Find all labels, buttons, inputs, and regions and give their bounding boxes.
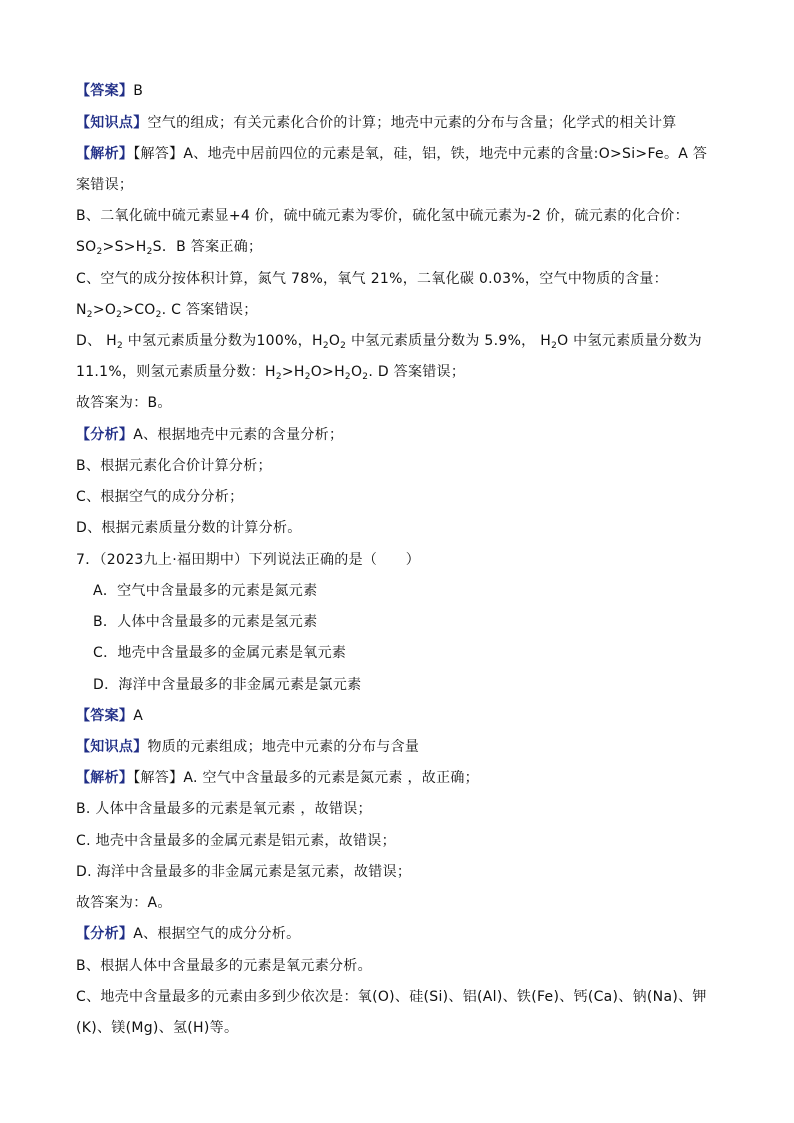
q7-fenxi-line-c1: C、地壳中含量最多的元素由多到少依次是：氧(O)、硅(Si)、铝(Al)、铁(Fe)、钙(Ca)、钠(Na)、钾 (76, 989, 707, 1005)
subscript: 2 (96, 247, 103, 257)
formula-part: SO (76, 239, 97, 255)
subscript: 2 (551, 341, 558, 351)
q7-fenxi-line-a (76, 925, 300, 943)
subscript: 2 (340, 341, 347, 351)
q7-fenxi-text-a: A、根据空气的成分分析。 (133, 926, 301, 942)
fenxi-tag: 【分析】 (76, 926, 134, 942)
q6-fenxi-line-a (76, 426, 343, 444)
formula-part: 11.1%，则氢元素质量分数：H (76, 364, 276, 380)
q6-jiexi-text-1: 【解答】A、地壳中居前四位的元素是氧，硅，铝，铁，地壳中元素的含量:O>Si>Fe。A 答 (133, 146, 708, 162)
formula-part: D、 H (76, 333, 117, 349)
q6-answer-line (76, 82, 143, 100)
q7-fenxi-line-c2: (K)、镁(Mg)、氢(H)等。 (76, 1020, 239, 1036)
q7-option-b: B．人体中含量最多的元素是氢元素 (93, 614, 318, 630)
q7-option-a: A．空气中含量最多的元素是氮元素 (93, 583, 318, 599)
formula-part: O (328, 333, 341, 349)
formula-part: O>H (310, 364, 345, 380)
formula-part: >S>H (102, 239, 147, 255)
subscript: 2 (362, 372, 369, 382)
q6-fenxi-line-d: D、根据元素质量分数的计算分析。 (76, 520, 302, 536)
q6-knowledge-text: 空气的组成；有关元素化合价的计算；地壳中元素的分布与含量；化学式的相关计算 (147, 115, 677, 131)
formula-part: >CO (122, 302, 156, 318)
subscript: 2 (275, 372, 282, 382)
q6-jiexi-line-1 (76, 145, 707, 163)
subscript: 2 (146, 247, 153, 257)
q7-option-c: C．地壳中含量最多的金属元素是氧元素 (93, 645, 347, 661)
q6-fenxi-line-c: C、根据空气的成分分析； (76, 489, 244, 505)
q7-knowledge-line (76, 738, 419, 756)
q7-conclusion: 故答案为：A。 (76, 895, 172, 911)
q6-fenxi-line-b: B、根据元素化合价计算分析； (76, 458, 272, 474)
formula-part: O 中氢元素质量分数为 (557, 333, 702, 349)
q7-jiexi-line-c: C. 地壳中含量最多的金属元素是铝元素，故错误； (76, 833, 396, 849)
q7-answer-line (76, 707, 143, 725)
formula-part: >O (92, 302, 117, 318)
q6-c-line-2 (76, 301, 258, 319)
q6-knowledge-line (76, 114, 677, 132)
q7-answer-value: A (133, 708, 144, 724)
fenxi-tag: 【分析】 (76, 427, 134, 443)
subscript: 2 (344, 372, 351, 382)
q6-b-line-1: B、二氧化硫中硫元素显+4 价，硫中硫元素为零价，硫化氢中硫元素为-2 价，硫元素的化合价： (76, 208, 689, 224)
formula-part: 中氢元素质量分数为100%，H (123, 333, 323, 349)
formula-part: >H (281, 364, 305, 380)
q6-jiexi-line-2: 案错误； (76, 177, 134, 193)
q6-fenxi-text-a: A、根据地壳中元素的含量分析； (133, 427, 344, 443)
formula-part: N (76, 302, 87, 318)
jiexi-tag: 【解析】 (76, 146, 134, 162)
subscript: 2 (116, 310, 123, 320)
formula-part: S．B 答案正确； (152, 239, 263, 255)
q6-b-line-2 (76, 238, 262, 256)
knowledge-tag: 【知识点】 (76, 739, 148, 755)
answer-tag: 【答案】 (76, 708, 134, 724)
formula-part: O (350, 364, 363, 380)
q6-d-line-2 (76, 363, 465, 381)
jiexi-tag: 【解析】 (76, 770, 134, 786)
formula-part: 中氢元素质量分数为 5.9%， H (346, 333, 552, 349)
q7-jiexi-line-a (76, 769, 479, 787)
q7-jiexi-line-b: B. 人体中含量最多的元素是氧元素 ，故错误； (76, 801, 372, 817)
subscript: 2 (116, 341, 123, 351)
q6-conclusion: 故答案为：B。 (76, 395, 172, 411)
q6-answer-value: B (133, 83, 144, 99)
q7-option-d: D．海洋中含量最多的非金属元素是氯元素 (93, 677, 362, 693)
q7-jiexi-line-d: D. 海洋中含量最多的非金属元素是氢元素，故错误； (76, 864, 412, 880)
knowledge-tag: 【知识点】 (76, 115, 148, 131)
q7-stem: 7．（2023九上·福田期中）下列说法正确的是（ ） (76, 552, 421, 568)
formula-part: . C 答案错误； (161, 302, 258, 318)
q7-jiexi-text-a: 【解答】A. 空气中含量最多的元素是氮元素 ，故正确； (133, 770, 479, 786)
subscript: 2 (304, 372, 311, 382)
subscript: 2 (155, 310, 162, 320)
subscript: 2 (322, 341, 329, 351)
q7-fenxi-line-b: B、根据人体中含量最多的元素是氧元素分析。 (76, 958, 372, 974)
q6-c-line-1: C、空气的成分按体积计算，氮气 78%，氧气 21%，二氧化碳 0.03%，空气中物质的含量： (76, 271, 668, 287)
q7-knowledge-text: 物质的元素组成；地壳中元素的分布与含量 (147, 739, 420, 755)
q6-d-line-1 (76, 332, 702, 350)
formula-part: . D 答案错误； (368, 364, 466, 380)
subscript: 2 (86, 310, 93, 320)
answer-tag: 【答案】 (76, 83, 134, 99)
